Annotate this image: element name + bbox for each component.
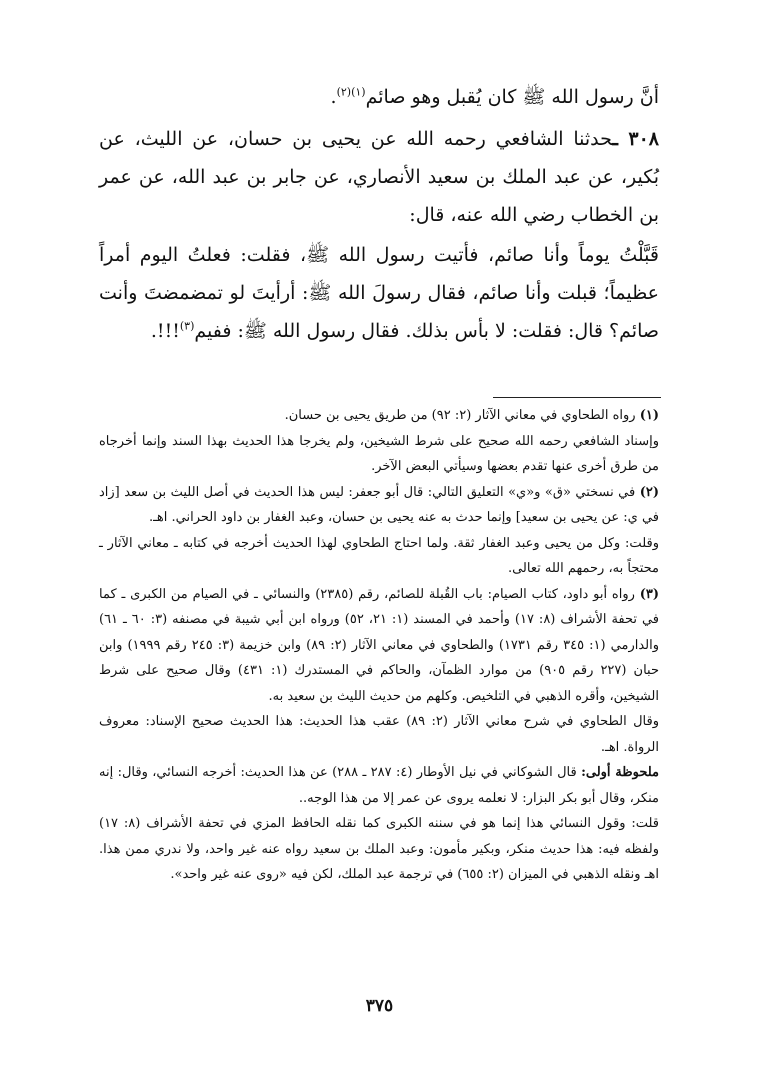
footnote-3-number: (٣) bbox=[639, 586, 659, 602]
note-para-2: قلت: وقول النسائي هذا إنما هو في سننه الكبرى كما نقله الحافظ المزي في تحفة الأشراف (٨: ١٧) ولفظه فيه: هذا حديث منكر، وبكير مأمون: وعبد الملك بن سعيد رواه عنه غير واحد، ولا ندري ممن هذا. اهـ ونقله الذهبي في الميزان (٢: ٦٥٥) في ترجمة عبد الملك، لكن فيه «روى عنه غير واحد». bbox=[99, 816, 659, 882]
footnote-1-para-1 bbox=[99, 403, 659, 429]
hadith-matn bbox=[99, 236, 659, 350]
note-lead: ملحوظة أولى: bbox=[581, 765, 659, 780]
note-para-1 bbox=[99, 760, 659, 811]
footnote-1-number: (١) bbox=[639, 408, 659, 423]
footnote-3-para-2: وقال الطحاوي في شرح معاني الآثار (٢: ٨٩) عقب هذا الحديث: هذا الحديث صحيح الإسناد: معروف الرواة. اهـ. bbox=[99, 714, 659, 755]
continuation-text: أنَّ رسول الله ﷺ كان يُقبل وهو صائم bbox=[365, 86, 659, 108]
hadith-number: ٣٠٨ ـ bbox=[612, 128, 659, 150]
footnote-1-text: رواه الطحاوي في معاني الآثار (٢: ٩٢) من طريق يحيى بن حسان. bbox=[284, 408, 636, 423]
footnote-2-para-1 bbox=[99, 480, 659, 531]
note-text: قال الشوكاني في نيل الأوطار (٤: ٢٨٧ ـ ٢٨٨) عن هذا الحديث: أخرجه النسائي، وقال: إنه منكر، وقال أبو بكر البزار: لا نعلمه يروى عن عمر إلا من هذا الوجه.. bbox=[99, 765, 659, 806]
footnote-1-para-2: وإسناد الشافعي رحمه الله صحيح على شرط الشيخين، ولم يخرجا هذا الحديث بهذا السند وإنما أخرجاه من طرق أخرى عنها تقدم بعضها وسيأتي البعض الآخر. bbox=[99, 433, 659, 474]
continuation-line: أنَّ رسول الله ﷺ كان يُقبل وهو صائم$^{(١)(٢)}$. bbox=[330, 85, 659, 108]
footnotes bbox=[99, 403, 659, 888]
footnote-3-para-1 bbox=[99, 582, 659, 710]
isnad-text: حدثنا الشافعي رحمه الله عن يحيى بن حسان، عن الليث، عن بُكير، عن عبد الملك بن سعيد الأنصاري، عن جابر بن عبد الله، عن عمر بن الخطاب رضي الله عنه، قال: bbox=[99, 128, 659, 226]
matn-footnote-ref: (٣) bbox=[179, 319, 195, 333]
matn-end: !!!. bbox=[150, 320, 180, 342]
hadith-isnad bbox=[99, 120, 659, 234]
footnote-3-text: رواه أبو داود، كتاب الصيام: باب القُبلة للصائم، رقم (٢٣٨٥) والنسائي ـ في الصيام من الكبرى ـ كما في تحفة الأشراف (٨: ١٧) وأحمد في المسند (١: ٢١، ٥٢) ورواه ابن أبي شيبة في مصنفه (٣: ٦٠ ـ ٦١) والدارمي (١: ٣٤٥ رقم ١٧٣١) والطحاوي في معاني الآثار (٢: ٨٩) وابن خزيمة (٣: ٢٤٥ رقم ١٩٩٩) وابن حبان (٢٢٧ رقم ٩٠٥) من موارد الظمآن، والحاكم في المستدرك (١: ٤٣١) وقال صحيح على شرط الشيخين، وأقره الذهبي في التلخيص. وكلهم من حديث الليث بن سعيد به. bbox=[99, 586, 660, 704]
footnote-separator bbox=[493, 397, 661, 398]
matn-text: قَبَّلْتُ يوماً وأنا صائم، فأتيت رسول الله ﷺ، فقلت: فعلتُ اليوم أمراً عظيماً؛ قبلت وأنا صائم، فقال رسولَ الله ﷺ: أرأيتَ لو تمضمضتَ وأنت صائم؟ قال: فقلت: لا بأس بذلك. فقال رسول الله ﷺ: ففيم bbox=[99, 244, 659, 342]
continuation-footnote-refs: (١)(٢) bbox=[336, 85, 366, 99]
page-number: ٣٧٥ bbox=[365, 996, 394, 1016]
main-text bbox=[99, 78, 659, 350]
footnote-2-number: (٢) bbox=[639, 484, 659, 500]
footnote-2-para-2: وقلت: وكل من يحيى وعبد الغفار ثقة. ولما احتاج الطحاوي لهذا الحديث أخرجه في كتابه ـ معاني الآثار ـ محتجاً به، رحمهم الله تعالى. bbox=[99, 535, 659, 576]
footnote-2-text: في نسختي «ق» و«ي» التعليق التالي: قال أبو جعفر: ليس هذا الحديث في أصل الليث بن سعد [زاد في ي: عن يحيى بن سعيد] وإنما حدث به عنه يحيى بن حسان، وعبد الغفار بن داود الحراني. اهـ. bbox=[99, 484, 659, 525]
